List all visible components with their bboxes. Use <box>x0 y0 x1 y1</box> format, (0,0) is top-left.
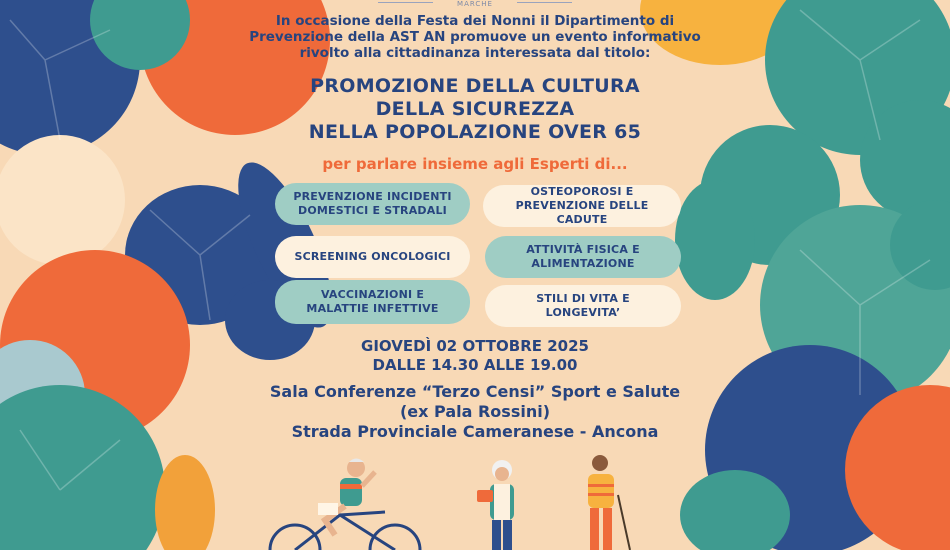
topic-label: SCREENING ONCOLOGICI <box>294 250 451 263</box>
title-line: DELLA SICUREZZA <box>375 98 575 120</box>
region-logo-text: MARCHE <box>457 0 493 8</box>
venue-line: (ex Pala Rossini) <box>399 402 551 421</box>
event-venue <box>230 382 720 442</box>
event-datetime <box>230 337 720 375</box>
event-title <box>230 75 720 144</box>
topic-label: ATTIVITÀ FISICA E ALIMENTAZIONE <box>526 243 640 270</box>
teal-leaf-shape <box>675 180 755 300</box>
bicycle-icon <box>270 512 420 550</box>
topic-pill-accident-prevention <box>275 183 470 225</box>
title-line: NELLA POPOLAZIONE OVER 65 <box>308 121 642 143</box>
title-line: PROMOZIONE DELLA CULTURA <box>310 75 640 97</box>
topic-label: PREVENZIONE INCIDENTI DOMESTICI E STRADALI <box>293 190 452 217</box>
topic-pill-osteoporosis <box>483 185 681 227</box>
woman-with-tablet-figure <box>477 460 514 550</box>
intro-paragraph <box>230 13 720 61</box>
topic-label: VACCINAZIONI E MALATTIE INFETTIVE <box>306 288 439 315</box>
cream-petal-shape <box>0 135 125 265</box>
cyclist-figure <box>318 459 375 536</box>
topic-pill-cancer-screening <box>275 236 470 278</box>
venue-line: Sala Conferenze “Terzo Censi” Sport e Salute <box>269 382 681 401</box>
event-date: GIOVEDÌ 02 OTTOBRE 2025 <box>361 337 589 355</box>
elderly-people-illustration <box>270 455 630 550</box>
intro-line: rivolto alla cittadinanza interessata dal titolo: <box>299 45 651 61</box>
intro-line: Prevenzione della AST AN promuove un evento informativo <box>249 29 701 45</box>
topic-pill-lifestyle-longevity <box>485 285 681 327</box>
topic-pill-physical-activity <box>485 236 681 278</box>
topic-label: STILI DI VITA E LONGEVITA’ <box>536 292 630 319</box>
venue-line: Strada Provinciale Cameranese - Ancona <box>291 422 659 441</box>
experts-subtitle: per parlare insieme agli Esperti di... <box>322 155 628 173</box>
topic-pill-vaccinations <box>275 280 470 324</box>
logo-divider-right <box>517 2 572 3</box>
intro-line: In occasione della Festa dei Nonni il Dipartimento di <box>275 13 675 29</box>
yellow-petal-shape <box>155 455 215 550</box>
man-with-cane-figure <box>588 455 630 550</box>
topic-label: OSTEOPOROSI E PREVENZIONE DELLE CADUTE <box>515 185 649 226</box>
event-time: DALLE 14.30 ALLE 19.00 <box>372 356 578 374</box>
